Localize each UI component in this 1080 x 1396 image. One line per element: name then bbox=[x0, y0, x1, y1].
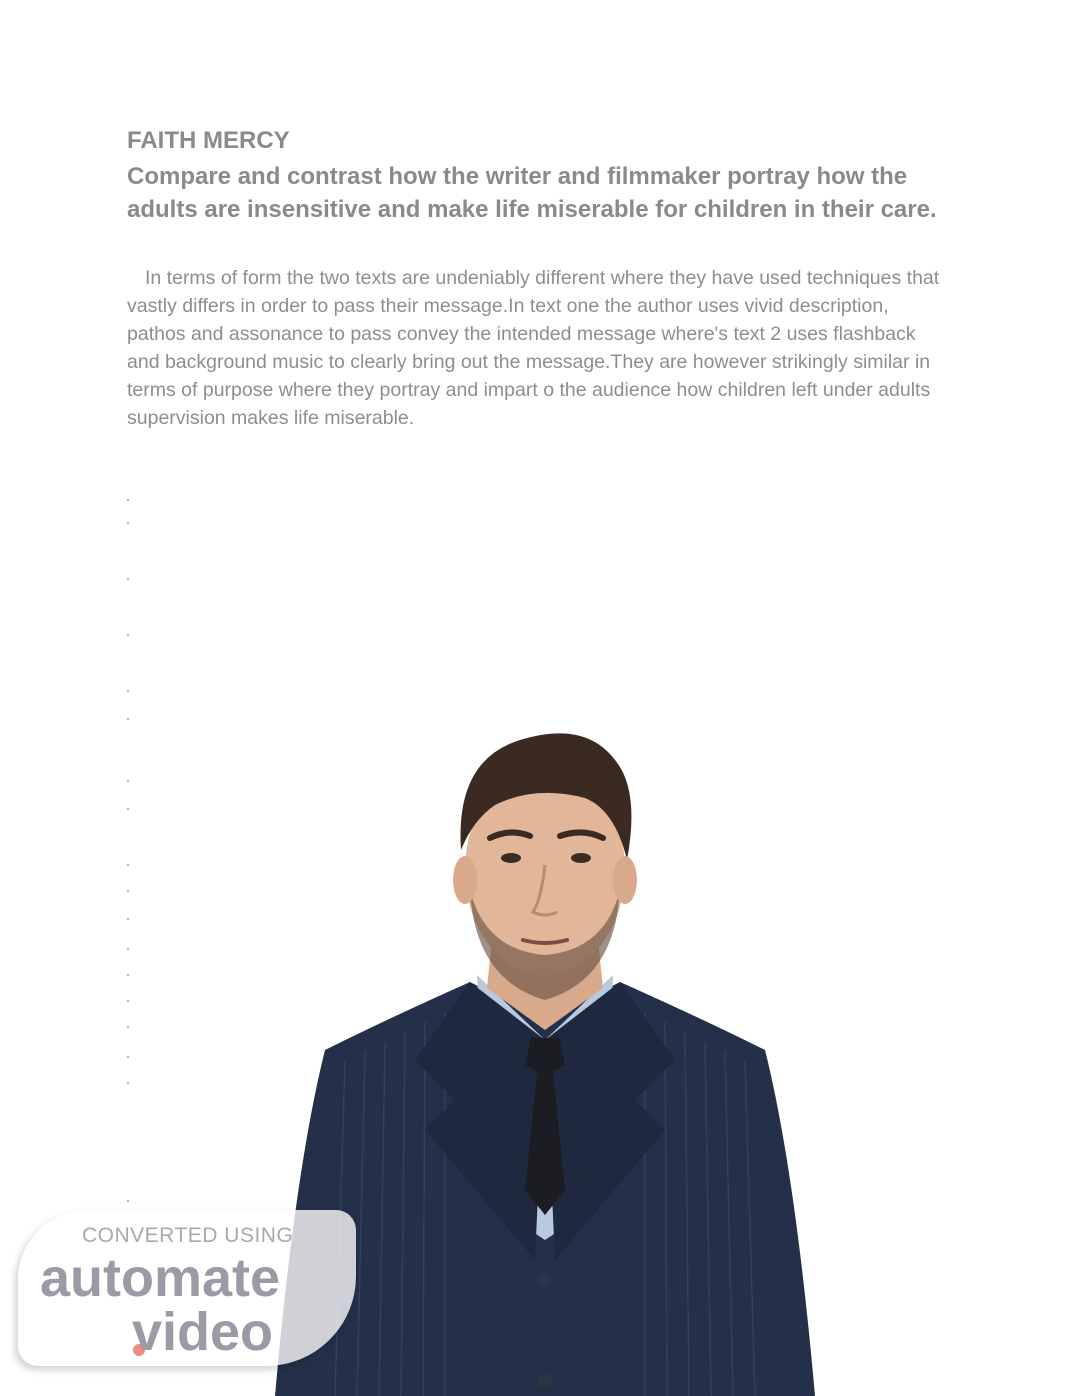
line-marker bbox=[127, 690, 129, 692]
line-marker bbox=[127, 1026, 129, 1028]
author-name: FAITH MERCY bbox=[127, 127, 290, 154]
line-marker bbox=[127, 1056, 129, 1058]
line-marker bbox=[127, 1082, 129, 1084]
line-marker bbox=[127, 948, 129, 950]
line-marker bbox=[127, 578, 129, 580]
essay-paragraph: In terms of form the two texts are undeniably different where they have used techniques that vastly differs in order to pass their message.In text one the author uses vivid description, pathos and assonance to pass convey the intended message where's text 2 uses flashback and background music to clearly bring out the message.They are however strikingly similar in terms of purpose where they portray and impart o the audience how children left under adults supervision makes life miserable. bbox=[127, 267, 940, 429]
line-marker bbox=[127, 890, 129, 892]
line-marker bbox=[127, 1000, 129, 1002]
line-marker bbox=[127, 808, 129, 810]
line-marker bbox=[127, 1200, 129, 1202]
line-marker bbox=[127, 522, 129, 524]
line-marker bbox=[127, 718, 129, 720]
line-marker bbox=[127, 780, 129, 782]
watermark-brand: automate bbox=[40, 1248, 281, 1308]
watermark-caption: CONVERTED USING bbox=[82, 1224, 294, 1247]
line-marker bbox=[127, 634, 129, 636]
watermark-brand-suffix: video bbox=[132, 1302, 274, 1362]
essay-title: Compare and contrast how the writer and filmmaker portray how the adults are insensitive and make life miserable for children in their care. bbox=[127, 163, 937, 223]
line-marker bbox=[127, 499, 129, 501]
line-marker bbox=[127, 974, 129, 976]
line-marker bbox=[127, 918, 129, 920]
converter-watermark bbox=[18, 1210, 356, 1366]
line-marker bbox=[127, 864, 129, 866]
